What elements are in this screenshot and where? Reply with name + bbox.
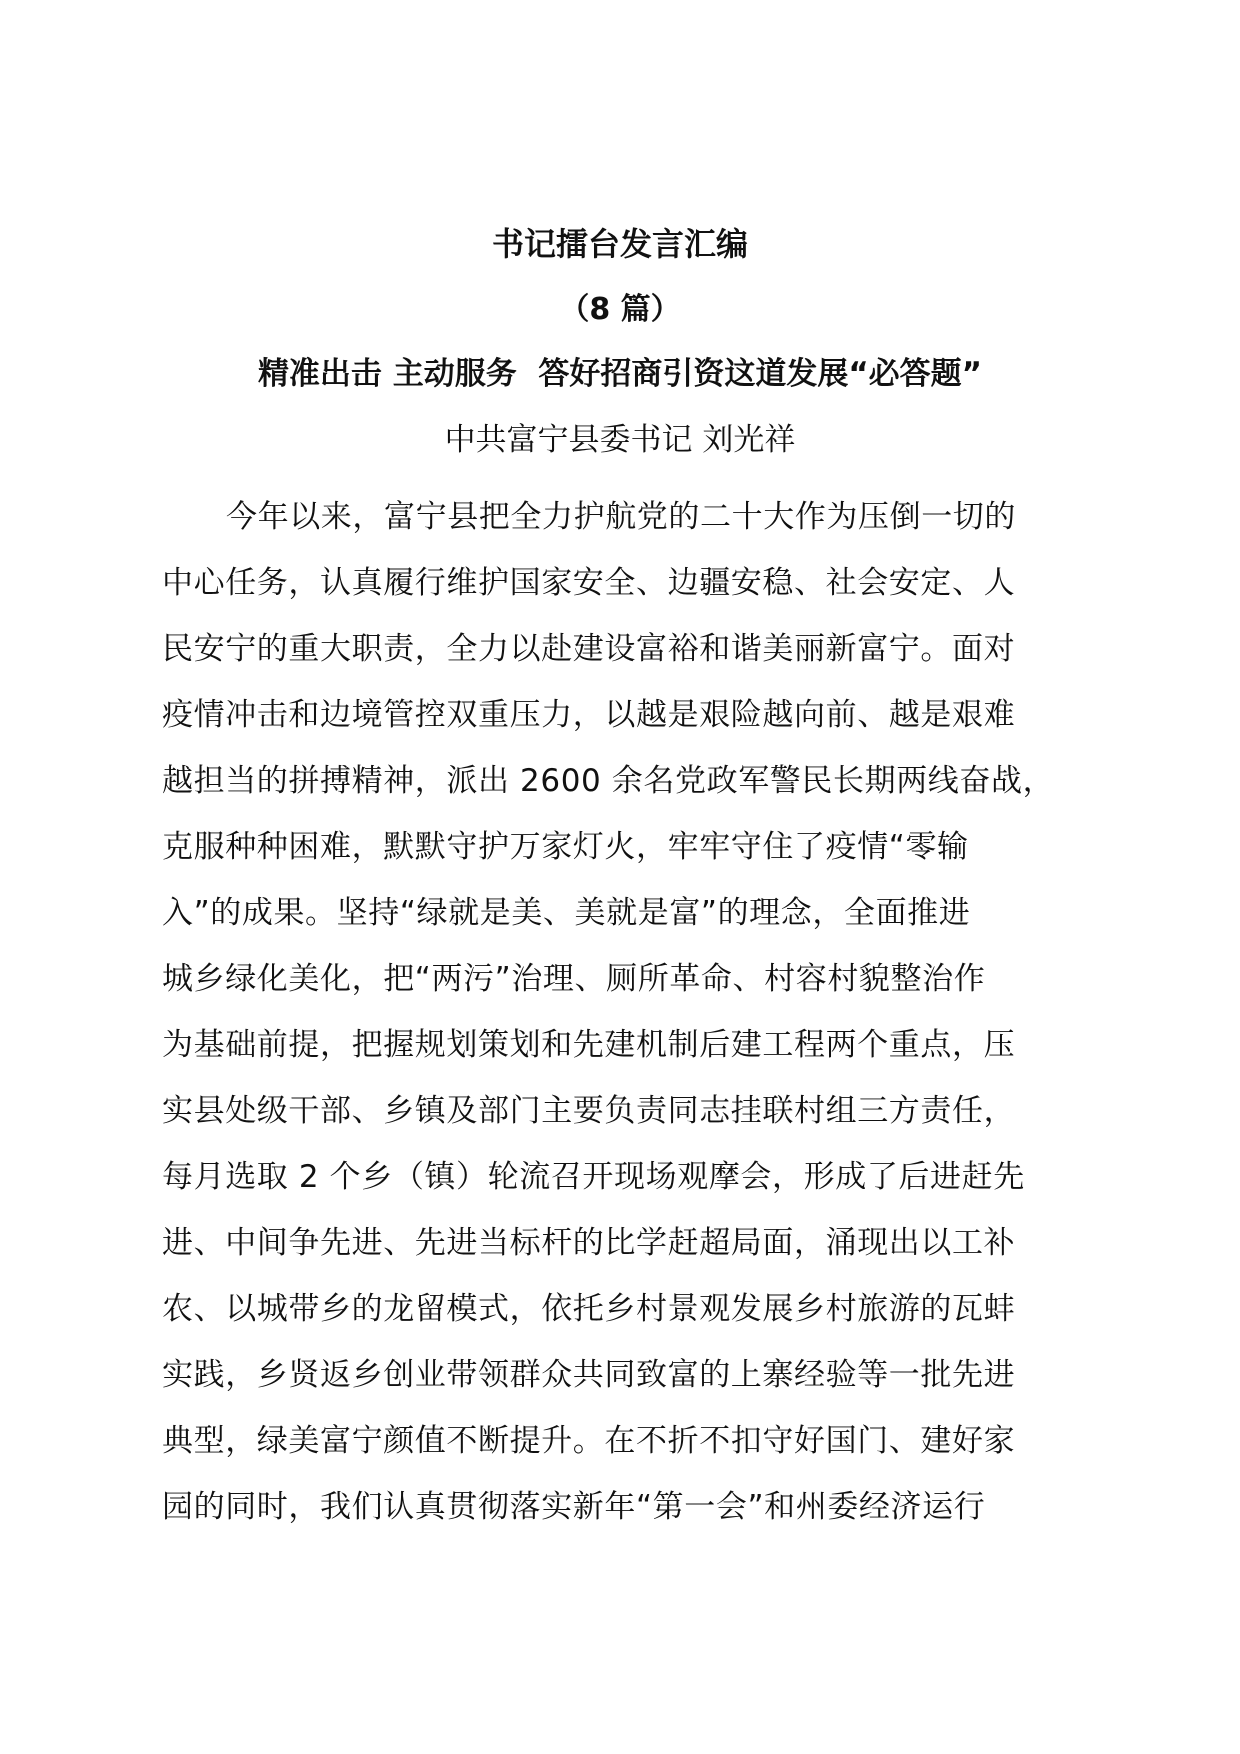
document-count-label: （8 篇） xyxy=(559,292,681,327)
body-line: 克服种种困难，默默守护万家灯火，牢牢守住了疫情“零输 xyxy=(162,829,969,865)
speech-title: 精准出击 主动服务 答好招商引资这道发展“必答题” xyxy=(257,356,983,392)
body-line: 民安宁的重大职责，全力以赴建设富裕和谐美丽新富宁。面对 xyxy=(162,631,1016,667)
body-line: 每月选取 2 个乡（镇）轮流召开现场观摩会，形成了后进赶先 xyxy=(162,1159,1025,1195)
body-line: 实县处级干部、乡镇及部门主要负责同志挂联村组三方责任， xyxy=(162,1093,1016,1129)
body-line: 为基础前提，把握规划策划和先建机制后建工程两个重点，压 xyxy=(162,1027,1016,1063)
body-line: 疫情冲击和边境管控双重压力，以越是艰险越向前、越是艰难 xyxy=(162,697,1016,733)
body-line: 园的同时，我们认真贯彻落实新年“第一会”和州委经济运行 xyxy=(162,1489,986,1525)
body-line: 今年以来，富宁县把全力护航党的二十大作为压倒一切的 xyxy=(226,499,1016,535)
body-line: 农、以城带乡的龙留模式，依托乡村景观发展乡村旅游的瓦蚌 xyxy=(162,1291,1016,1327)
document-title: 书记擂台发言汇编 xyxy=(491,225,748,263)
body-line: 实践，乡贤返乡创业带领群众共同致富的上寨经验等一批先进 xyxy=(162,1357,1016,1393)
speech-author: 中共富宁县委书记 刘光祥 xyxy=(444,422,796,458)
body-line: 入”的成果。坚持“绿就是美、美就是富”的理念，全面推进 xyxy=(162,895,971,931)
body-line: 越担当的拼搏精神，派出 2600 余名党政军警民长期两线奋战， xyxy=(162,763,1055,799)
body-line: 城乡绿化美化，把“两污”治理、厕所革命、村容村貌整治作 xyxy=(162,961,986,997)
body-line: 典型，绿美富宁颜值不断提升。在不折不扣守好国门、建好家 xyxy=(162,1423,1016,1459)
body-text xyxy=(162,484,1122,1540)
body-line: 进、中间争先进、先进当标杆的比学赶超局面，涌现出以工补 xyxy=(162,1225,1016,1261)
body-line: 中心任务，认真履行维护国家安全、边疆安稳、社会安定、人 xyxy=(162,565,1016,601)
